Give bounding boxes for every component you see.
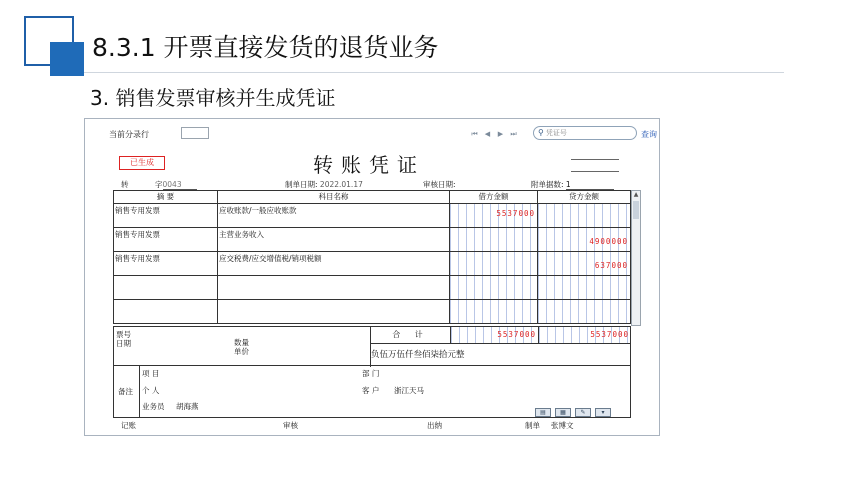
search-icon: ⚲ xyxy=(538,128,544,137)
ticket-date-label: 日期 xyxy=(116,339,131,348)
total-in-words: 负伍万伍仟叁佰柒拾元整 xyxy=(371,350,465,360)
calculator-icon[interactable]: ▤ xyxy=(535,408,551,417)
voucher-window xyxy=(84,118,660,436)
total-debit: 5537000 xyxy=(451,327,539,343)
unit-price-label: 单价 xyxy=(234,347,249,356)
cell-debit[interactable]: 5537000 xyxy=(450,204,538,227)
last-record-icon[interactable]: ⏭ xyxy=(510,130,517,138)
first-record-icon[interactable]: ⏮ xyxy=(471,130,478,138)
cell-summary[interactable]: 销售专用发票 xyxy=(114,228,218,251)
remark-label: 备注 xyxy=(118,387,133,396)
cell-account[interactable] xyxy=(218,300,450,323)
table-row[interactable] xyxy=(113,228,631,252)
attachments-count: 附单据数: 1 xyxy=(531,179,614,190)
decor-square-filled xyxy=(50,42,84,76)
table-row[interactable] xyxy=(113,276,631,300)
query-button[interactable]: 查询 xyxy=(641,130,657,139)
cell-account[interactable]: 主营业务收入 xyxy=(218,228,450,251)
cell-summary[interactable] xyxy=(114,300,218,323)
cell-credit[interactable] xyxy=(538,300,630,323)
cell-summary[interactable]: 销售专用发票 xyxy=(114,204,218,227)
cell-credit[interactable] xyxy=(538,276,630,299)
cell-account[interactable]: 应交税费/应交增值税/销项税额 xyxy=(218,252,450,275)
previous-record-icon[interactable]: ◀ xyxy=(484,130,491,138)
slide-subtitle: 3. 销售发票审核并生成凭证 xyxy=(90,86,336,110)
footer-tools xyxy=(535,408,611,417)
grid-header xyxy=(113,190,631,204)
ticket-info xyxy=(116,330,131,348)
total-credit: 5537000 xyxy=(539,327,631,343)
grid-scrollbar[interactable] xyxy=(631,190,641,326)
voucher-type: 转 xyxy=(121,179,151,191)
auditor-label: 审核 xyxy=(283,421,298,430)
voucher-toolbar xyxy=(85,119,659,145)
cell-debit[interactable] xyxy=(450,300,538,323)
scroll-thumb[interactable] xyxy=(633,201,639,219)
signature-line xyxy=(571,159,619,160)
cell-summary[interactable]: 销售专用发票 xyxy=(114,252,218,275)
cell-summary[interactable] xyxy=(114,276,218,299)
card-icon[interactable]: ▦ xyxy=(555,408,571,417)
cell-credit[interactable]: 4900000 xyxy=(538,228,630,251)
cell-account[interactable] xyxy=(218,276,450,299)
voucher-number: 字0043 xyxy=(155,179,197,190)
next-record-icon[interactable]: ▶ xyxy=(497,130,504,138)
preparer-value: 张博文 xyxy=(551,421,574,430)
table-row[interactable] xyxy=(113,300,631,324)
table-row[interactable] xyxy=(113,204,631,228)
expand-icon[interactable]: ▾ xyxy=(595,408,611,417)
voucher-title: 转账凭证 xyxy=(313,153,425,177)
status-stamp: 已生成 xyxy=(119,156,165,170)
cell-credit[interactable]: 637000 xyxy=(538,252,630,275)
salesperson-label: 业务员 xyxy=(142,402,165,411)
header-summary: 摘 要 xyxy=(114,191,218,203)
customer-label: 客 户 xyxy=(362,386,380,395)
total-area xyxy=(370,327,630,367)
customer-value: 浙江天马 xyxy=(394,386,424,395)
department-label: 部 门 xyxy=(362,369,380,378)
slide-title: 8.3.1 开票直接发货的退货业务 xyxy=(92,33,439,62)
voucher-search-input[interactable] xyxy=(533,126,637,140)
audit-date: 审核日期: xyxy=(423,180,456,189)
project-label: 项 目 xyxy=(142,369,160,378)
total-label: 合 计 xyxy=(371,327,451,343)
header-credit: 贷方金额 xyxy=(569,192,599,201)
cell-debit[interactable] xyxy=(450,228,538,251)
cell-debit[interactable] xyxy=(450,276,538,299)
quantity-label: 数量 xyxy=(234,338,249,347)
person-label: 个 人 xyxy=(142,386,160,395)
cell-debit[interactable] xyxy=(450,252,538,275)
bookkeeper-label: 记账 xyxy=(121,421,136,430)
signature-line xyxy=(571,171,619,172)
salesperson-value: 胡海燕 xyxy=(176,402,199,411)
search-placeholder: 凭证号 xyxy=(545,129,567,137)
header-account: 科目名称 xyxy=(218,191,450,203)
scroll-up-icon[interactable]: ▲ xyxy=(633,191,639,198)
cell-credit[interactable] xyxy=(538,204,630,227)
quantity-info xyxy=(234,338,249,356)
current-line-label: 当前分录行 xyxy=(109,130,149,139)
table-row[interactable] xyxy=(113,252,631,276)
voucher-date: 制单日期: 2022.01.17 xyxy=(285,180,363,189)
current-line-input[interactable] xyxy=(181,127,209,139)
ticket-no-label: 票号 xyxy=(116,330,131,339)
title-divider xyxy=(84,72,784,73)
header-debit: 借方金额 xyxy=(450,191,538,203)
total-row xyxy=(371,327,631,344)
total-block xyxy=(113,326,631,366)
edit-icon[interactable]: ✎ xyxy=(575,408,591,417)
record-navigation xyxy=(469,129,519,139)
cell-account[interactable]: 应收账款/一般应收账款 xyxy=(218,204,450,227)
voucher-grid xyxy=(113,190,639,324)
remark-divider xyxy=(139,366,140,418)
preparer-label: 制单 xyxy=(525,421,540,430)
cashier-label: 出纳 xyxy=(427,421,442,430)
